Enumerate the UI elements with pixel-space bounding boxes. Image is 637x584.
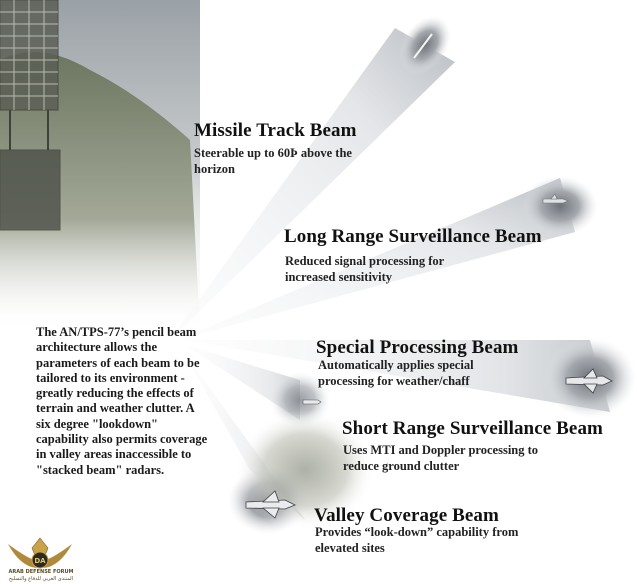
beam-title: Missile Track Beam — [194, 120, 357, 141]
logo-arabic-name: المنتدى العربي للدفاع والتسليح — [8, 576, 74, 582]
beam-description: Provides “look-down” capability from elevated sites — [315, 525, 519, 555]
beam-title: Long Range Surveillance Beam — [284, 226, 542, 247]
beam-description: Automatically applies special processing for weather/chaff — [318, 358, 474, 388]
side-description: The AN/TPS-77’s pencil beam architecture allows the parameters of each beam to be tailored to its environment - greatly reducing the effects of terrain and weather clutter. A six degree "lookdown" capability also permits coverage in valley areas inaccessible to "stacked beam" radars. — [36, 325, 208, 477]
logo-name: ARAB DEFENSE FORUM — [8, 569, 74, 575]
jet-icon — [303, 400, 321, 404]
beam-title: Short Range Surveillance Beam — [342, 418, 603, 439]
beam-description: Reduced signal processing for increased sensitivity — [285, 254, 444, 284]
beam-description: Steerable up to 60Þ above the horizon — [194, 146, 352, 176]
beam-title: Special Processing Beam — [316, 337, 519, 358]
beam-description: Uses MTI and Doppler processing to reduce ground clutter — [343, 443, 539, 473]
beam-title: Valley Coverage Beam — [314, 505, 499, 526]
svg-text:DA: DA — [34, 557, 46, 565]
